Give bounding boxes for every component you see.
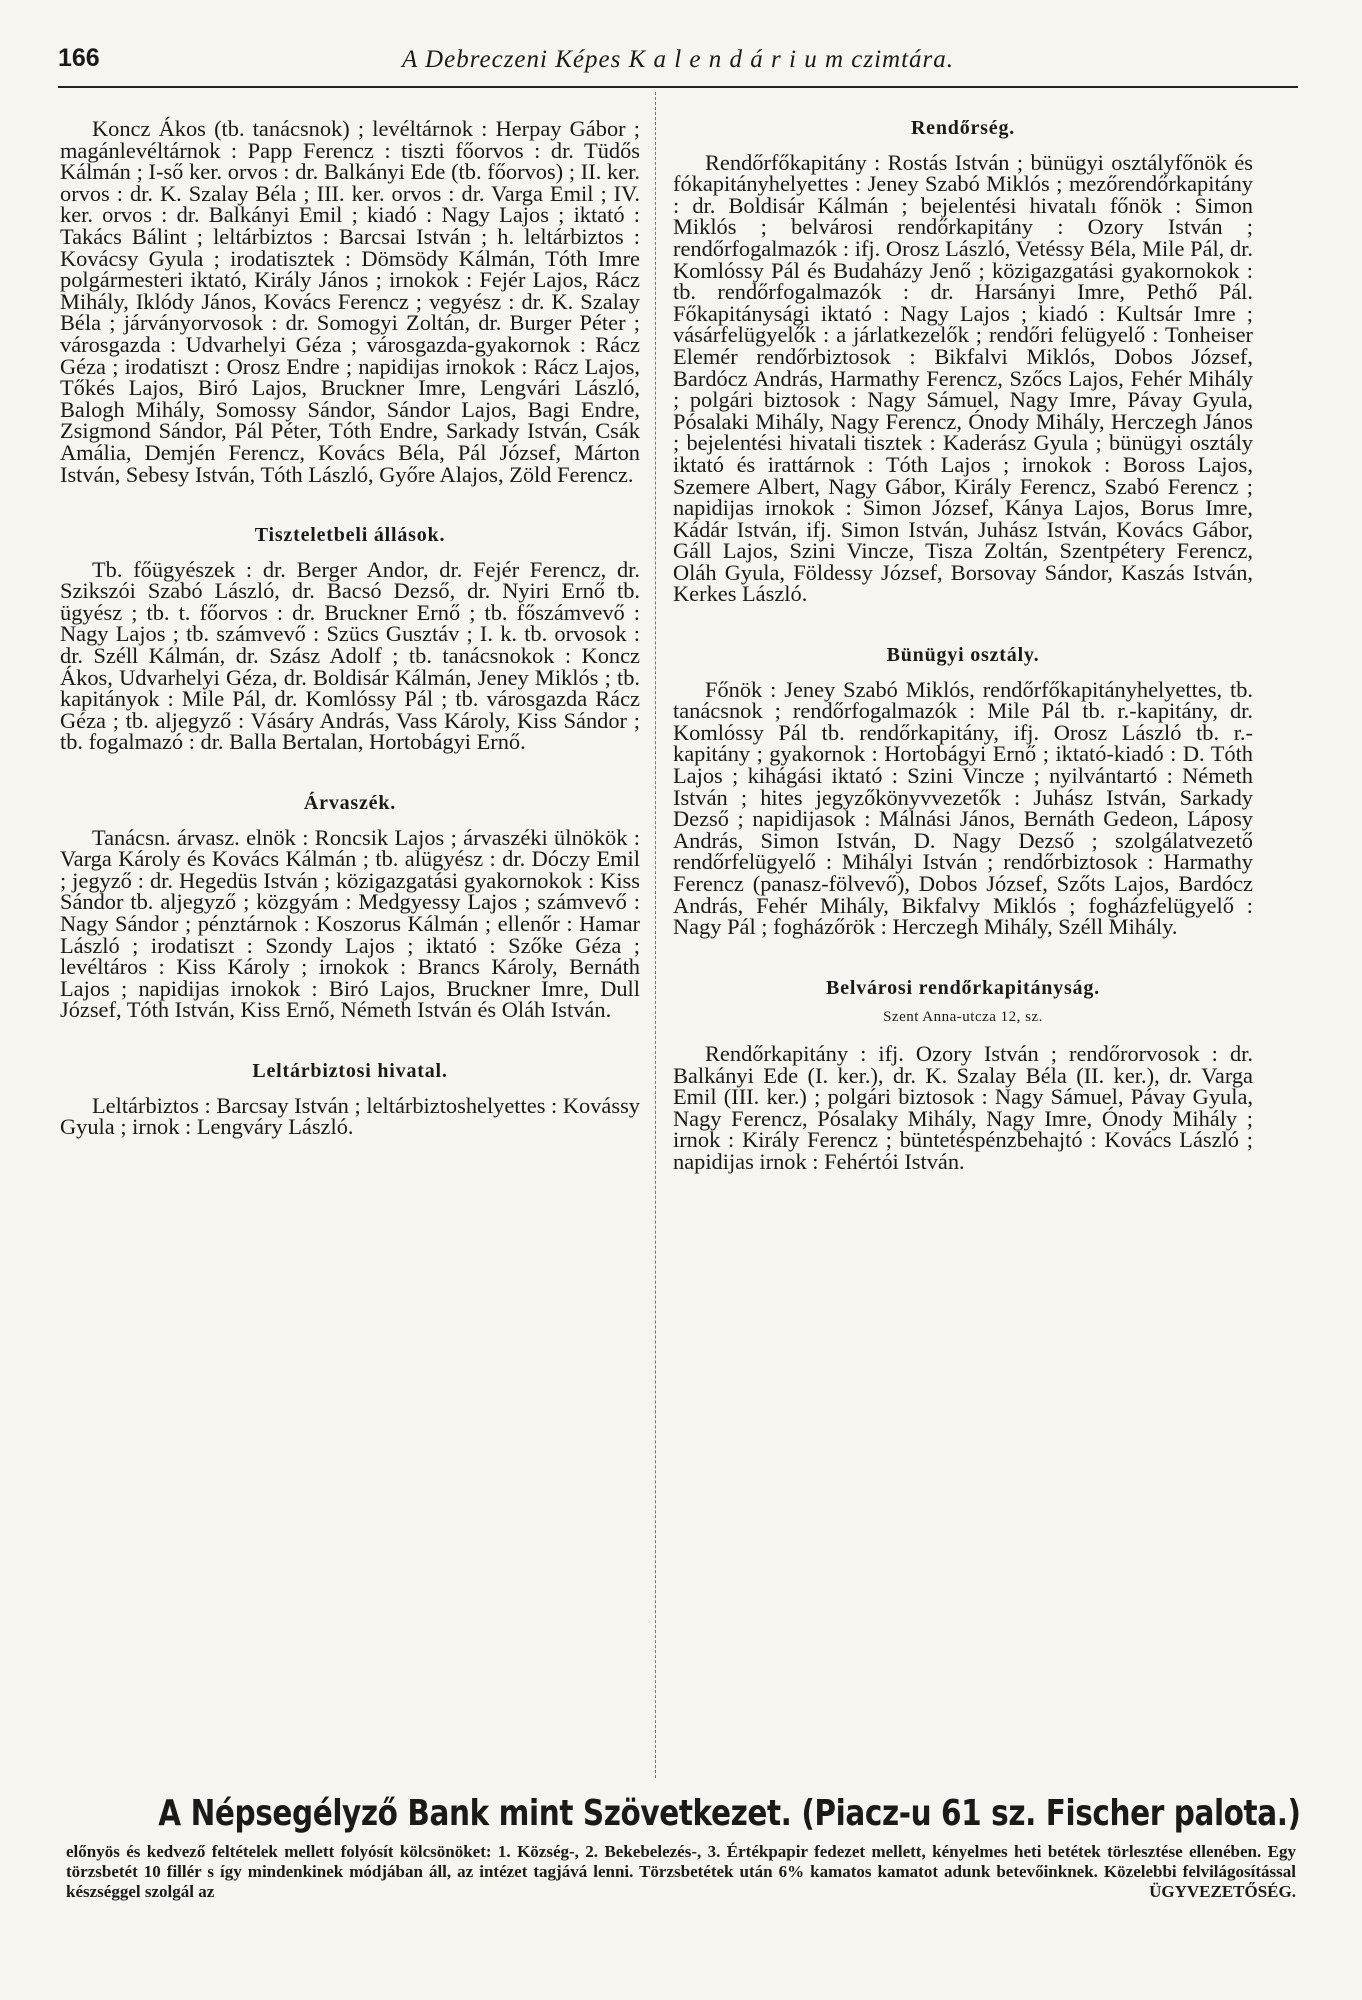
page-header xyxy=(58,44,1298,80)
running-title: A Debreczeni Képes K a l e n d á r i u m czimtára. xyxy=(401,46,955,73)
paragraph: Rendőrfőkapitány : Rostás István ; bünügyi osztályfőnök és fókapitányhelyettes : Jeney Szabó Miklós ; mezőrendőrkapitány : dr. Boldisár Kálmán ; bejelentési hivatalı főnök : Simon Miklós ; belvárosi rendőrkapitány : Ozory István ; rendőrfogalmazók : ifj. Orosz László, Vetéssy Béla, Mile Pál, dr. Komlóssy Pál és Budaházy Jenő ; közigazgatási gyakornokok : tb. rendőrfogalmazók : dr. Harsányi Imre, Pethő Pál. Főkapitánysági iktató : Nagy Lajos ; kiadó : Kultsár Imre ; vásárfelügyelők : a járlatkezelők ; rendőri felügyelő : Tonheiser Elemér rendőrbiztosok : Bikfalvi Miklós, Dobos József, Bardócz András, Harmathy Ferencz, Szőcs Lajos, Fehér Mihály ; polgári biztosok : Nagy Sámuel, Nagy Imre, Pávay Gyula, Pósalaki Mihály, Nagy Ferencz, Ónody Mihály, Herczegh János ; bejelentési hivatali tisztek : Kaderász Gyula ; bünügyi osztály iktató és irattárnok : Tóth Lajos ; irnokok : Boross Lajos, Szemere Albert, Nagy Gábor, Király Ferencz, Szabó Ferencz ; napidijas irnokok : Simon József, Kánya Lajos, Borus Imre, Kádár István, ifj. Simon István, Juhász István, Kovács Gábor, Gáll Lajos, Szini Vincze, Tisza Zoltán, Szentpétery Ferencz, Oláh Gyula, Földessy József, Borsovay Sándor, Kaszás István, Kerkes László. xyxy=(673,149,1253,607)
advertisement xyxy=(44,1788,1314,1902)
page-number: 166 xyxy=(58,44,100,72)
header-rule xyxy=(58,86,1298,88)
paragraph: Leltárbiztos : Barcsay István ; leltárbiztoshelyettes : Kovássy Gyula ; irnok : Lengváry László. xyxy=(60,1092,640,1140)
paragraph: Koncz Ákos (tb. tanácsnok) ; levéltárnok : Herpay Gábor ; magánlevéltárnok : Papp Ferencz : tiszti főorvos : dr. Tüdős Kálmán ; I-ső ker. orvos : dr. Balkányi Ede (tb. főorvos) ; II. ker. orvos : dr. K. Szalay Béla ; III. ker. orvos : dr. Varga Emil ; IV. ker. orvos : dr. Balkányi Emil ; kiadó : Nagy Lajos ; iktató : Takács Bálint ; leltárbiztos : Barcsai István ; h. leltárbiztos : Kovácsy Gyula ; irodatisztek : Dömsödy Kálmán, Tóth Imre polgármesteri iktató, Király János ; irnokok : Fejér Lajos, Rácz Mihály, Iklódy János, Kovács Ferencz ; vegyész : dr. K. Szalay Béla ; járványorvosok : dr. Somogyi Zoltán, dr. Burger Péter ; városgazda : Udvarhelyi Géza ; városgazda-gyakornok : Rácz Géza ; irodatiszt : Orosz Endre ; napidijas irnokok : Rácz Lajos, Tőkés Lajos, Biró Lajos, Bruckner Imre, Lengvári László, Balogh Mihály, Somossy Sándor, Sándor Lajos, Bagi Endre, Zsigmond Sándor, Pál Péter, Tóth Endre, Sarkady István, Csák Amália, Demjén Ferencz, Kovács Béla, Pál József, Márton István, Sebesy István, Tóth László, Győre Alajos, Zöld Ferencz. xyxy=(60,116,640,487)
paragraph: Rendőrkapitány : ifj. Ozory István ; rendőrorvosok : dr. Balkányi Ede (I. ker.), dr. K. Szalay Béla (II. ker.), dr. Varga Emil (III. ker.) ; polgári biztosok : Nagy Sámuel, Pávay Gyula, Nagy Ferencz, Pósalaky Mihály, Nagy Imre, Ónody Mihály ; irnok : Király Ferencz ; büntetéspénzbehajtó : Kovács László ; napidijas irnok : Fehértói István. xyxy=(673,1040,1253,1174)
section-gap xyxy=(673,605,1253,645)
ad-body xyxy=(66,1842,1296,1902)
ad-signature: ÜGYVEZETŐSÉG. xyxy=(1149,1882,1296,1901)
column-divider xyxy=(655,92,656,1778)
section-gap xyxy=(60,485,640,525)
section-heading: Belvárosi rendőrkapitányság. xyxy=(826,976,1100,999)
section-gap xyxy=(60,1021,640,1061)
ad-title: A Népsegélyző Bank mint Szövetkezet. (Piacz-u 61 sz. Fischer palota.) xyxy=(158,1793,1301,1834)
section-heading: Tiszteletbeli állások. xyxy=(254,524,446,547)
left-column xyxy=(60,118,640,1138)
section-heading: Árvaszék. xyxy=(303,792,397,815)
section-gap xyxy=(60,753,640,793)
ad-body-text: előnyös és kedvező feltételek mellett folyósít kölcsönöket: 1. Község-, 2. Bekebelezés-, 3. Értékpapir fedezet mellett, kényelmes heti betétek törlesztése ellenében. Egy törzsbetét 10 fillér s így mindenkinek módjában áll, az intézet tagjává lenni. Törzsbetétek után 6% kamatos kamatot adunk betevőinknek. Közelebbi felvilágosítással készséggel szolgál az xyxy=(66,1842,1296,1901)
paragraph: Főnök : Jeney Szabó Miklós, rendőrfőkapitányhelyettes, tb. tanácsnok ; rendőrfogalmazók : Mile Pál tb. r.-kapitány, dr. Komlóssy Pál tb. rendőrkapitány, ifj. Orosz László tb. r.-kapitány ; gyakornok : Hortobágyi Ernő ; iktató-kiadó : D. Tóth Lajos ; kihágási iktató : Szini Vincze ; nyilvántartó : Németh István ; hites jegyzőkönyvvezetők : Juhász István, Sarkady Dezső ; napidijasok : Málnási János, Bernáth Gedeon, Láposy András, Simon István, D. Nagy Dezső ; szolgálatvezető rendőrfelügyelő : Mihályi István ; rendőrbiztosok : Harmathy Ferencz (panasz-fölvevő), Dobos József, Szőts Lajos, Bardócz András, Fehér Mihály, Bikfalvy Miklós ; fogházfelügyelő : Nagy Pál ; fogházőrök : Herczegh Mihály, Széll Mihály. xyxy=(673,676,1253,940)
section-gap xyxy=(673,938,1253,978)
paragraph: Tb. főügyészek : dr. Berger Andor, dr. Fejér Ferencz, dr. Szikszói Szabó László, dr. Bacsó Dezső, dr. Nyiri Ernő tb. ügyész ; tb. t. főorvos : dr. Bruckner Ernő ; tb. főszámvevő : Nagy Lajos ; tb. számvevő : Szücs Gusztáv ; I. k. tb. orvosok : dr. Széll Kálmán, dr. Szász Adolf ; tb. tanácsnokok : Koncz Ákos, Udvarhelyi Géza, dr. Boldisár Kálmán, Jeney Miklós ; tb. kapitányok : Mile Pál, dr. Komlóssy Pál ; tb. városgazda Rácz Géza ; tb. aljegyző : Vásáry András, Vass Károly, Kiss Sándor ; tb. fogalmazó : dr. Balla Bertalan, Hortobágyi Ernő. xyxy=(60,556,640,755)
section-heading: Bünügyi osztály. xyxy=(886,644,1040,667)
paragraph: Tanácsn. árvasz. elnök : Roncsik Lajos ; árvaszéki ülnökök : Varga Károly és Kovács Kálmán ; tb. alügyész : dr. Dóczy Emil ; jegyző : dr. Hegedüs István ; közigazgatási gyakornokok : Kiss Sándor tb. aljegyző ; közgyám : Medgyessy Lajos ; számvevő : Nagy Sándor ; pénztárnok : Koszorus Kálmán ; ellenőr : Hamar László ; irodatiszt : Szondy Lajos ; iktató : Szőke Géza ; levéltáros : Kiss Károly ; irnokok : Brancs Károly, Bernáth Lajos ; napidijas irnokok : Biró Lajos, Bruckner Imre, Dull József, Tóth István, Kiss Ernő, Németh István és Oláh István. xyxy=(60,824,640,1023)
right-column xyxy=(673,118,1253,1173)
section-address: Szent Anna-utcza 12, sz. xyxy=(883,1009,1043,1026)
section-heading: Leltárbiztosi hivatal. xyxy=(252,1059,448,1082)
section-heading: Rendőrség. xyxy=(910,117,1016,139)
